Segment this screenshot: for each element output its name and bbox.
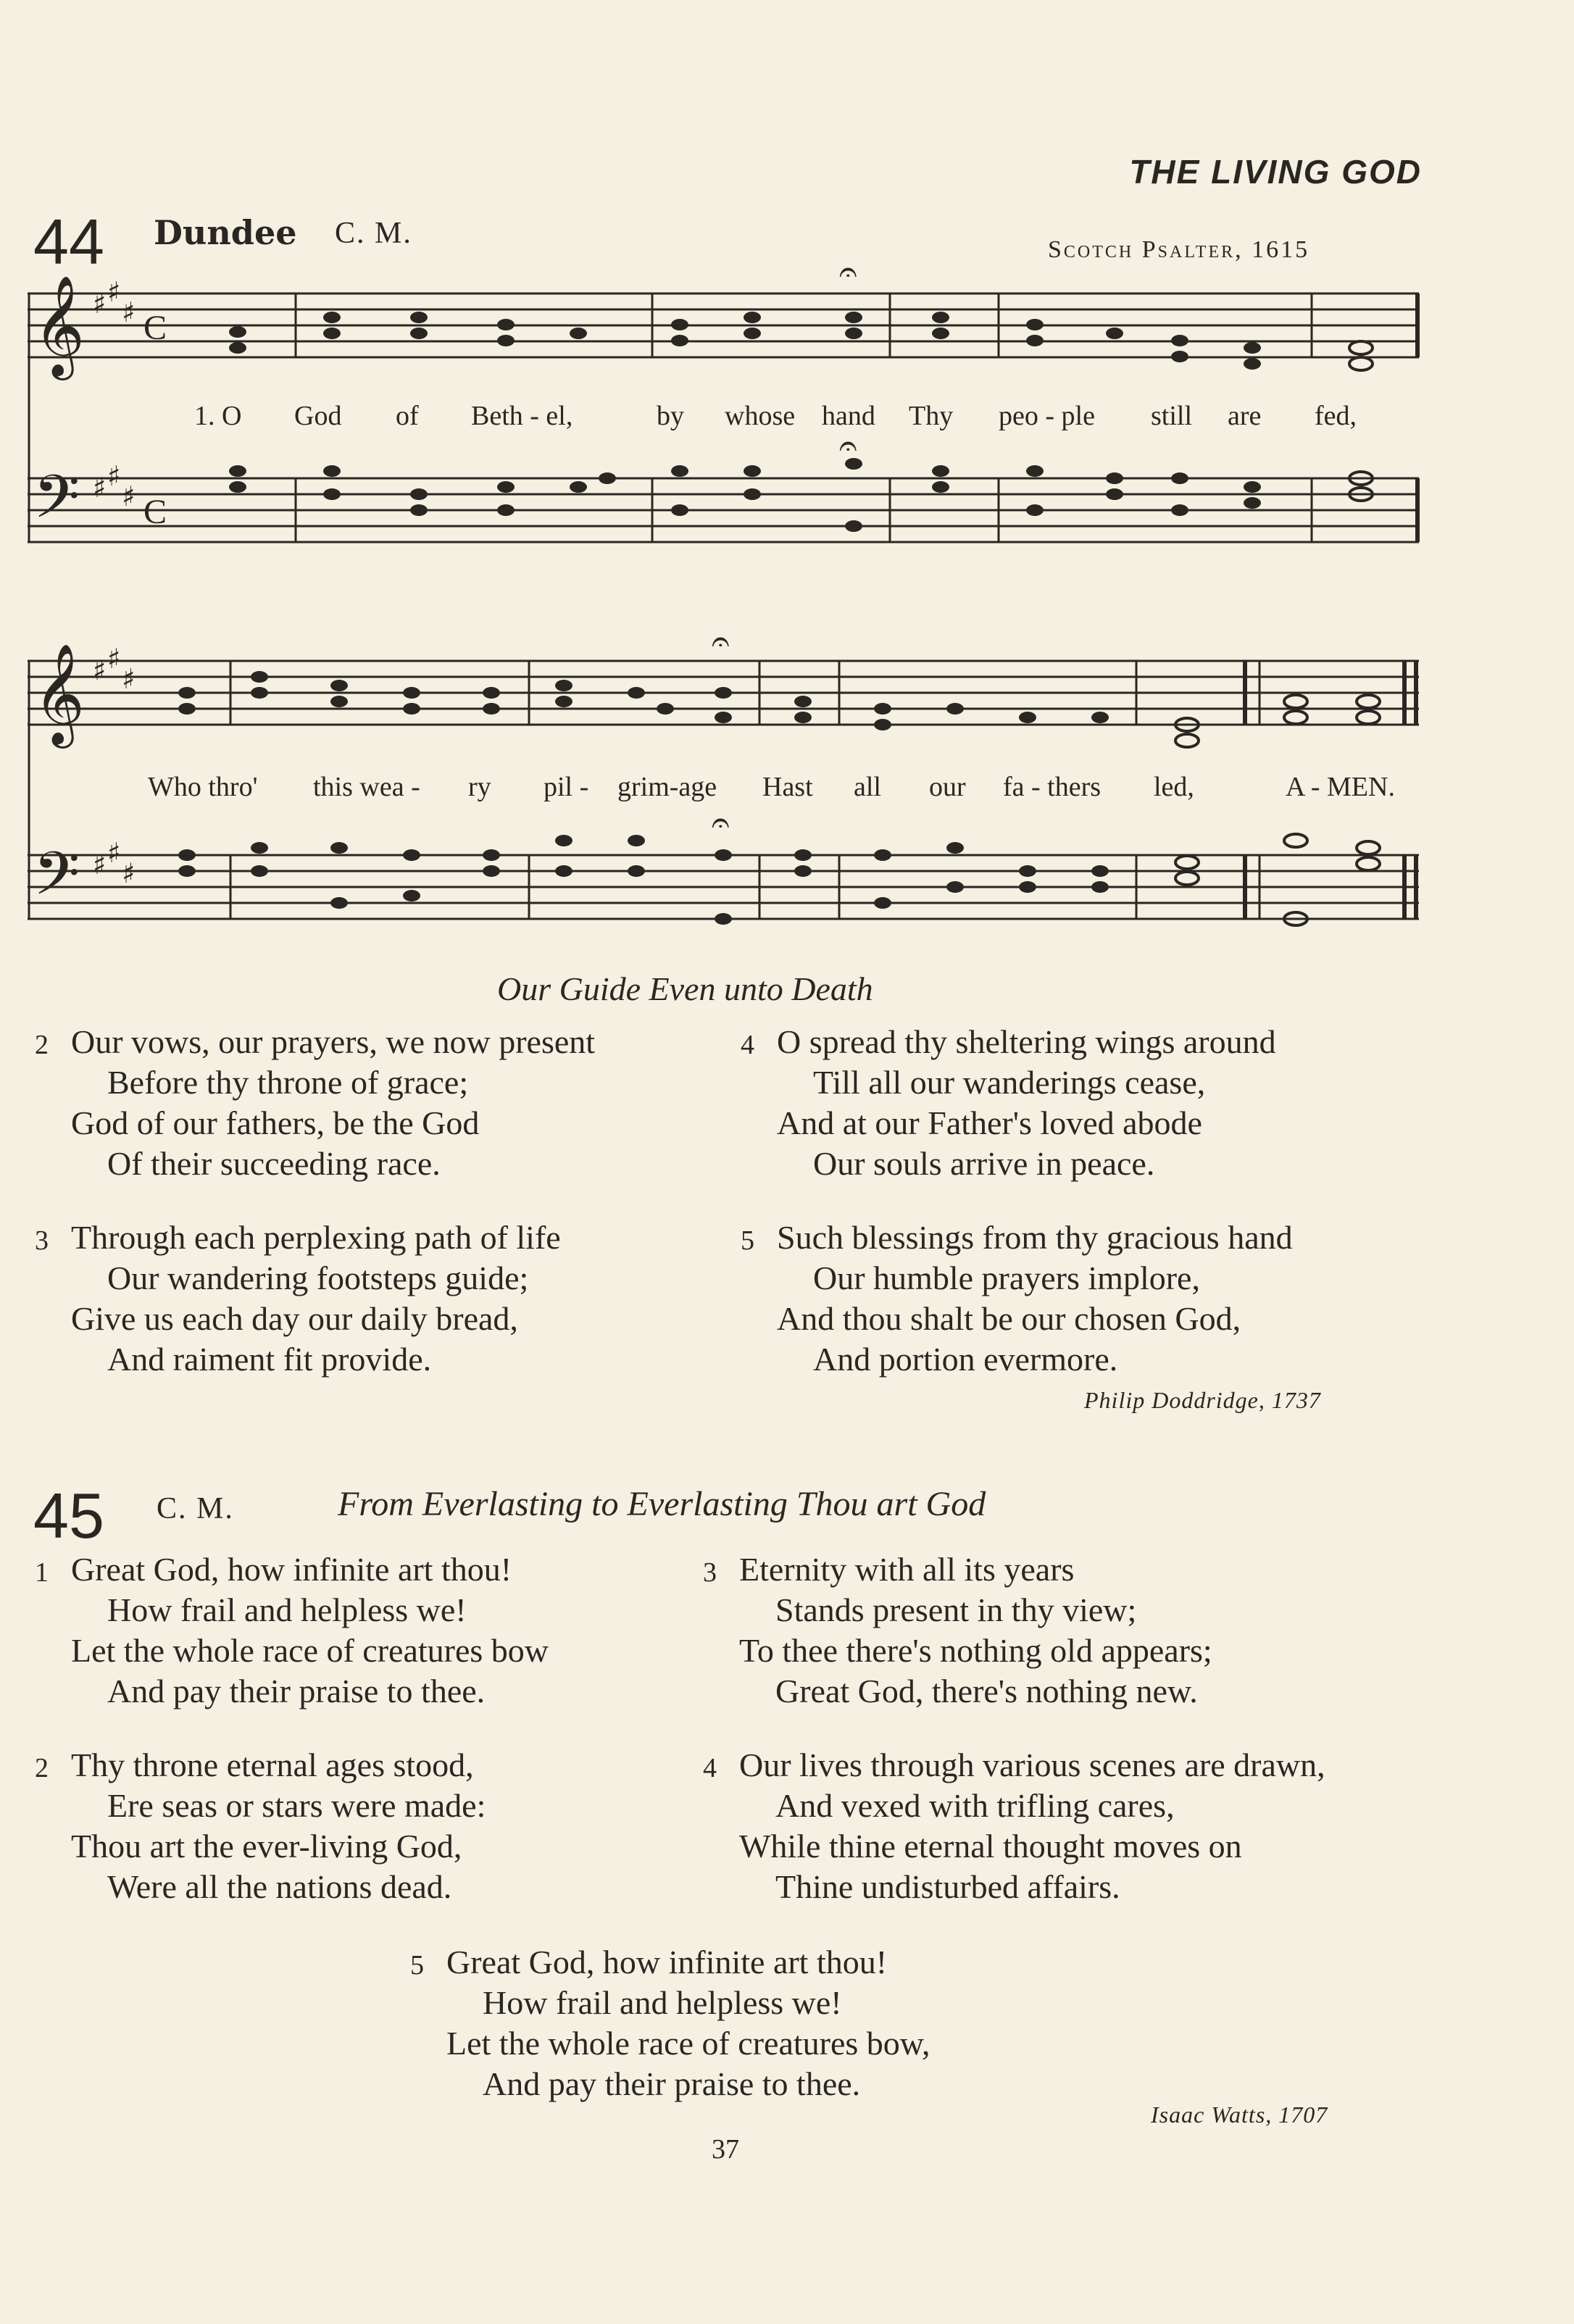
svg-text:♯: ♯ [107,276,121,308]
stanza-line: Of their succeeding race. [107,1145,441,1182]
hymn45-author: Isaac Watts, 1707 [1151,2102,1328,2128]
svg-text:♯: ♯ [122,857,136,889]
lyric-syllable: led, [1154,772,1194,802]
lyric-syllable: fa - thers [1003,772,1102,802]
svg-text:♯: ♯ [107,460,121,492]
lyric-syllable: 1. O [194,401,242,431]
lyric-syllable: pil - [544,772,589,802]
stanza-line: Thine undisturbed affairs. [775,1868,1120,1905]
stanza-line: And portion evermore. [813,1341,1118,1378]
svg-text:♯: ♯ [93,654,107,686]
hymn44-stanza-2 [35,1022,716,1188]
svg-text:C: C [143,493,167,531]
lyric-syllable: whose [725,401,796,431]
lyric-syllable: Beth - el, [471,401,573,431]
stanza-line: Our wandering footsteps guide; [107,1259,529,1296]
lyric-syllable: God [294,401,342,431]
svg-text:𝄐: 𝄐 [839,254,857,291]
svg-text:𝄞: 𝄞 [33,275,85,376]
stanza-line: O spread thy sheltering wings around [777,1023,1276,1060]
lyric-syllable: grim-age [617,772,717,802]
stanza-line: And at our Father's loved abode [777,1104,1202,1141]
hymn44-author: Philip Doddridge, 1737 [1084,1387,1321,1413]
hymn45-meter: C. M. [157,1492,234,1525]
stanza-line: Great God, how infinite art thou! [446,1944,888,1981]
stanza-line: And vexed with trifling cares, [775,1787,1175,1824]
lyric-syllable: still [1151,401,1193,431]
lyric-syllable: of [396,401,419,431]
hymn44-subtitle: Our Guide Even unto Death [497,970,873,1007]
stanza-number: 2 [35,1753,49,1783]
lyric-syllable: Who thro' [148,772,258,802]
stanza-line: How frail and helpless we! [107,1591,467,1628]
stanza-line: Our souls arrive in peace. [813,1145,1155,1182]
hymn-number-44: 44 [33,206,104,278]
hymn44-stanza-4 [741,1022,1422,1188]
stanza-number: 2 [35,1030,49,1060]
stanza-line: Such blessings from thy gracious hand [777,1219,1293,1256]
svg-text:♯: ♯ [93,849,107,880]
hymn-number-45: 45 [33,1480,104,1552]
stanza-line: Till all our wanderings cease, [813,1064,1206,1101]
hymn45-stanza-2 [35,1745,687,1912]
stanza-line: Our vows, our prayers, we now present [71,1023,596,1060]
stanza-number: 5 [410,1950,424,1981]
svg-text:♯: ♯ [93,288,107,320]
svg-text:♯: ♯ [122,663,136,695]
lyric-syllable: by [657,401,684,431]
hymn45-stanza-4 [703,1745,1428,1912]
tune-name: Dundee [154,213,297,252]
svg-text:𝄞: 𝄞 [33,644,85,744]
hymn45-stanza-5 [410,1942,1135,2109]
stanza-number: 1 [35,1557,49,1588]
hymn45-title: From Everlasting to Everlasting Thou art God [338,1485,986,1523]
hymn44-stanza-5 [741,1217,1422,1384]
svg-text:♯: ♯ [107,837,121,869]
stanza-line: Through each perplexing path of life [71,1219,561,1256]
stanza-line: Give us each day our daily bread, [71,1300,518,1337]
stanza-line: Thou art the ever-living God, [71,1828,462,1865]
stanza-line: Thy throne eternal ages stood, [71,1746,474,1783]
stanza-number: 5 [741,1225,754,1256]
tune-source: Scotch Psalter, 1615 [1048,236,1310,263]
stanza-line: Our humble prayers implore, [813,1259,1200,1296]
stanza-line: And thou shalt be our chosen God, [777,1300,1241,1337]
stanza-line: Before thy throne of grace; [107,1064,469,1101]
stanza-line: While thine eternal thought moves on [739,1828,1242,1865]
lyric-syllable: are [1228,401,1262,431]
lyric-syllable: our [929,772,966,802]
stanza-line: How frail and helpless we! [483,1984,842,2021]
stanza-line: And raiment fit provide. [107,1341,432,1378]
stanza-line: Great God, how infinite art thou! [71,1551,512,1588]
stanza-number: 4 [741,1030,754,1060]
svg-text:♯: ♯ [122,480,136,512]
svg-text:♯: ♯ [122,296,136,328]
hymn45-stanza-3 [703,1549,1428,1716]
stanza-line: Eternity with all its years [739,1551,1075,1588]
stanza-line: To thee there's nothing old appears; [739,1632,1212,1669]
stanza-line: Let the whole race of creatures bow [71,1632,549,1669]
svg-text:𝄢: 𝄢 [33,462,80,546]
svg-text:𝄐: 𝄐 [712,623,730,660]
lyric-syllable: peo - ple [999,401,1095,431]
stanza-line: Were all the nations dead. [107,1868,452,1905]
stanza-number: 3 [35,1225,49,1256]
stanza-line: Let the whole race of creatures bow, [446,2025,930,2062]
hymn45-stanza-1 [35,1549,687,1716]
lyric-syllable: fed, [1315,401,1357,431]
svg-text:C: C [143,309,167,347]
lyric-syllable: all [854,772,881,802]
svg-text:𝄐: 𝄐 [712,804,730,841]
stanza-line: Stands present in thy view; [775,1591,1137,1628]
svg-text:𝄐: 𝄐 [839,428,857,465]
svg-text:𝄢: 𝄢 [33,838,80,923]
lyric-syllable: this wea - [313,772,420,802]
svg-text:♯: ♯ [107,643,121,675]
hymn44-meter: C. M. [335,217,412,250]
stanza-number: 3 [703,1557,717,1588]
stanza-line: And pay their praise to thee. [483,2065,861,2102]
stanza-line: God of our fathers, be the God [71,1104,480,1141]
stanza-line: Ere seas or stars were made: [107,1787,486,1824]
lyric-syllable: hand [822,401,875,431]
stanza-line: Great God, there's nothing new. [775,1673,1198,1709]
running-head: THE LIVING GOD [1129,153,1422,191]
stanza-line: And pay their praise to thee. [107,1673,486,1709]
lyric-syllable: Hast [762,772,813,802]
hymn44-stanza-3 [35,1217,716,1384]
stanza-number: 4 [703,1753,717,1783]
page-number: 37 [712,2134,739,2165]
lyric-syllable: ry [468,772,491,802]
svg-text:♯: ♯ [93,472,107,504]
lyric-syllable: Thy [909,401,954,431]
stanza-line: Our lives through various scenes are drawn, [739,1746,1325,1783]
lyric-syllable: A - MEN. [1286,772,1395,802]
